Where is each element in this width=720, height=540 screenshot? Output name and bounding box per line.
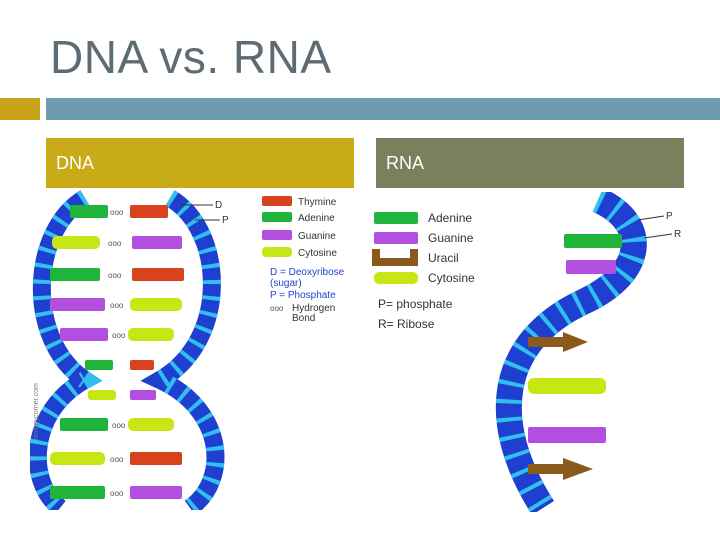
rna-adenine-swatch bbox=[374, 212, 418, 224]
rna-legend-r-def: R= Ribose bbox=[378, 317, 435, 331]
dna-diagram bbox=[30, 190, 360, 510]
rna-label-r: R bbox=[674, 229, 682, 240]
rna-diagram bbox=[368, 192, 698, 512]
svg-text:ooo: ooo bbox=[112, 331, 126, 340]
dna-column-header: DNA bbox=[46, 138, 354, 188]
rna-legend-guanine: Guanine bbox=[428, 231, 474, 245]
rna-legend-p-def: P= phosphate bbox=[378, 297, 453, 311]
rna-label-p: P bbox=[666, 211, 673, 222]
svg-text:ooo: ooo bbox=[110, 208, 124, 217]
dna-credit: biologycorner.com bbox=[33, 383, 40, 440]
guanine-swatch bbox=[262, 230, 292, 240]
svg-text:ooo: ooo bbox=[110, 301, 124, 310]
thymine-swatch bbox=[262, 196, 292, 206]
title-accent-bar bbox=[0, 98, 40, 120]
rna-column-header: RNA bbox=[376, 138, 684, 188]
svg-text:ooo: ooo bbox=[110, 455, 124, 464]
rna-legend-cytosine: Cytosine bbox=[428, 271, 475, 285]
legend-d-sugar: (sugar) bbox=[270, 278, 302, 289]
legend-cytosine: Cytosine bbox=[298, 248, 337, 259]
svg-text:ooo: ooo bbox=[270, 304, 284, 313]
legend-hydrogen: Hydrogen bbox=[292, 303, 336, 314]
svg-text:ooo: ooo bbox=[112, 421, 126, 430]
dna-base-pairs bbox=[50, 205, 184, 499]
svg-text:ooo: ooo bbox=[108, 271, 122, 280]
rna-legend bbox=[372, 211, 475, 331]
rna-bases bbox=[528, 234, 622, 480]
dna-legend bbox=[262, 196, 345, 324]
rna-uracil-swatch bbox=[372, 249, 418, 266]
title-divider-bar bbox=[46, 98, 720, 120]
rna-guanine-swatch bbox=[374, 232, 418, 244]
legend-p-def: P = Phosphate bbox=[270, 290, 336, 301]
slide-title: DNA vs. RNA bbox=[50, 31, 332, 83]
legend-thymine: Thymine bbox=[298, 197, 337, 208]
rna-legend-uracil: Uracil bbox=[428, 251, 459, 265]
dna-label-p: P bbox=[222, 215, 229, 226]
legend-d-def: D = Deoxyribose bbox=[270, 267, 345, 278]
svg-text:ooo: ooo bbox=[108, 239, 122, 248]
rna-cytosine-swatch bbox=[374, 272, 418, 284]
dna-label-d: D bbox=[215, 200, 223, 211]
adenine-swatch bbox=[262, 212, 292, 222]
svg-text:ooo: ooo bbox=[110, 489, 124, 498]
legend-adenine: Adenine bbox=[298, 213, 335, 224]
legend-guanine: Guanine bbox=[298, 231, 336, 242]
legend-bond: Bond bbox=[292, 313, 316, 324]
rna-legend-adenine: Adenine bbox=[428, 211, 473, 225]
cytosine-swatch bbox=[262, 247, 292, 257]
